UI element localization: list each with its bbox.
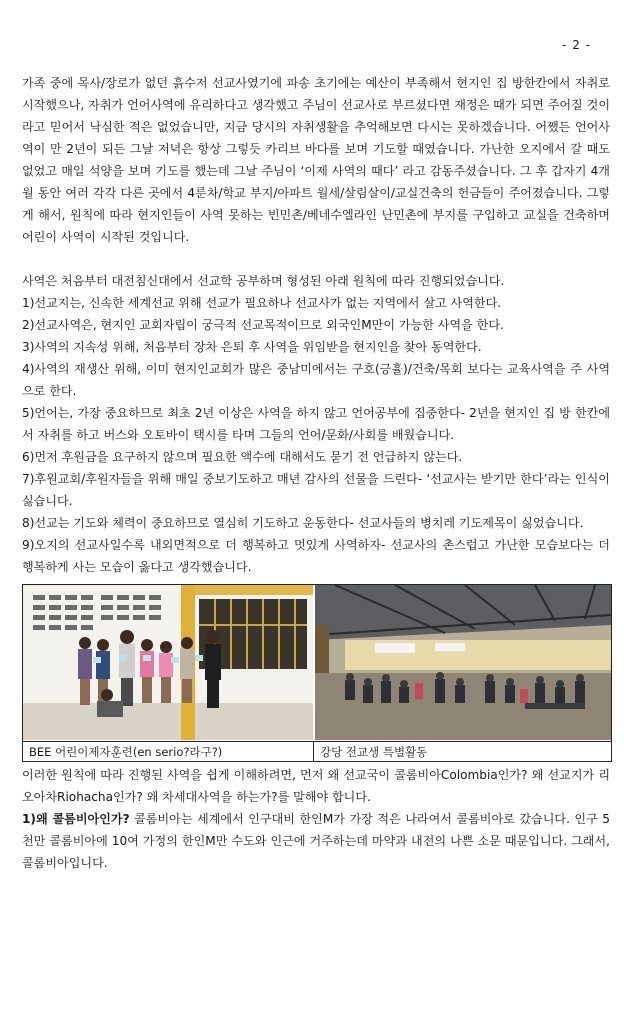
auditorium-photo [315, 585, 611, 740]
transition-paragraph: 이러한 원칙에 따라 진행된 사역을 쉽게 이해하려면, 먼저 왜 선교국이 콜롬비아Colombia인가? 왜 선교지가 리오아차Riohacha인가? 왜 차세대사역을 하는가?를 말해야 합니다. [22, 768, 610, 804]
page-number: - 2 - [562, 38, 591, 52]
principle-7: 7)후원교회/후원자들을 위해 매일 중보기도하고 매년 감사의 선물을 드린다- ‘선교사는 받기만 한다’라는 인식이 싫습니다. [22, 472, 610, 508]
auditorium-illustration [315, 585, 611, 740]
principle-3: 3)사역의 지속성 위해, 처음부터 장차 은퇴 후 사역을 위임받을 현지인을 찾아 동역한다. [22, 340, 482, 354]
principle-2: 2)선교사역은, 현지인 교회자립이 궁극적 선교목적이므로 외국인M만이 가능한 사역을 한다. [22, 318, 504, 332]
principle-5: 5)언어는, 가장 중요하므로 최초 2년 이상은 사역을 하지 않고 언어공부에 집중한다- 2년을 현지인 집 방 한칸에서 자취를 하고 버스와 오토바이 택시를 타며 그들의 언어/문화/사회를 배웠습니다. [22, 406, 610, 442]
principle-4: 4)사역의 재생산 위해, 이미 현지인교회가 많은 중남미에서는 구호(긍휼)/건축/목회 보다는 교육사역을 주 사역으로 한다. [22, 362, 610, 398]
section-1-body: 콜롬비아는 세계에서 인구대비 한인M가 가장 적은 나라여서 콜롬비아로 갔습니다. 인구 5천만 콜롬비아에 10여 가정의 한인M만 수도와 인근에 거주하는데 마약과 내전의 나쁜 소문 때문입니다. 그래서, 콜롬비아입니다. [22, 812, 610, 870]
principle-9: 9)오지의 선교사일수록 내외면적으로 더 행복하고 멋있게 사역하자- 선교사의 촌스럽고 가난한 모습보다는 더 행복하게 사는 모습이 옳다고 생각했습니다. [22, 538, 610, 574]
photo-table [22, 584, 612, 762]
principle-8: 8)선교는 기도와 체력이 중요하므로 열심히 기도하고 운동한다- 선교사들의 병치레 기도제목이 싫었습니다. [22, 516, 584, 530]
principle-1: 1)선교지는, 신속한 세계선교 위해 선교가 필요하나 선교사가 없는 지역에서 살고 사역한다. [22, 296, 502, 310]
section-1-heading: 1)왜 콜롬비아인가? [22, 812, 130, 826]
intro-paragraph: 가족 중에 목사/장로가 없던 흙수저 선교사였기에 파송 초기에는 예산이 부족해서 현지인 집 방한칸에서 자취로 시작했으나, 자취가 언어사역에 유리하다고 생각했고 주님이 선교사로 부르셨다면 재정은 때가 되면 주어질 것이라고 믿어서 낙심한 적은 없었습니만, 지금 당시의 자취생활을 추억해보면 다시는 못하겠습니다. 어쨌든 언어사역이 만 2년이 되든 그날 저녁은 항상 그렇듯 카리브 바다를 보며 기도할 때였습니다. 가난한 오지에서 갈 때도 없었고 매일 석양을 보며 기도를 했는데 그날 주님이 ‘이제 사역의 때다’ 라고 감동주셨습니다. 그 후 갑자기 4개월 동안 여러 각각 다른 곳에서 4룬차/학교 부지/아파트 월세/살림살이/교실건축의 헌금들이 주어졌습니다. 그렇게 해서, 원칙에 따라 현지인들이 사역 못하는 빈민촌/베네수엘라인 난민촌에 부지를 구입하고 교실을 건축하며 어린이 사역이 시작된 것입니다. [22, 76, 610, 244]
children-training-illustration [23, 585, 313, 740]
section-1-paragraph [22, 808, 610, 874]
children-training-photo [23, 585, 313, 740]
document-body [22, 72, 610, 874]
children-training-caption: BEE 어린이제자훈련(en serio?라구?) [23, 741, 314, 761]
auditorium-caption: 강당 전교생 특별활동 [314, 741, 611, 761]
principles-intro: 사역은 처음부터 대전침신대에서 선교학 공부하며 형성된 아래 원칙에 따라 진행되었습니다. [22, 274, 505, 288]
principle-6: 6)먼저 후원금을 요구하지 않으며 필요한 액수에 대해서도 묻기 전 언급하지 않는다. [22, 450, 463, 464]
